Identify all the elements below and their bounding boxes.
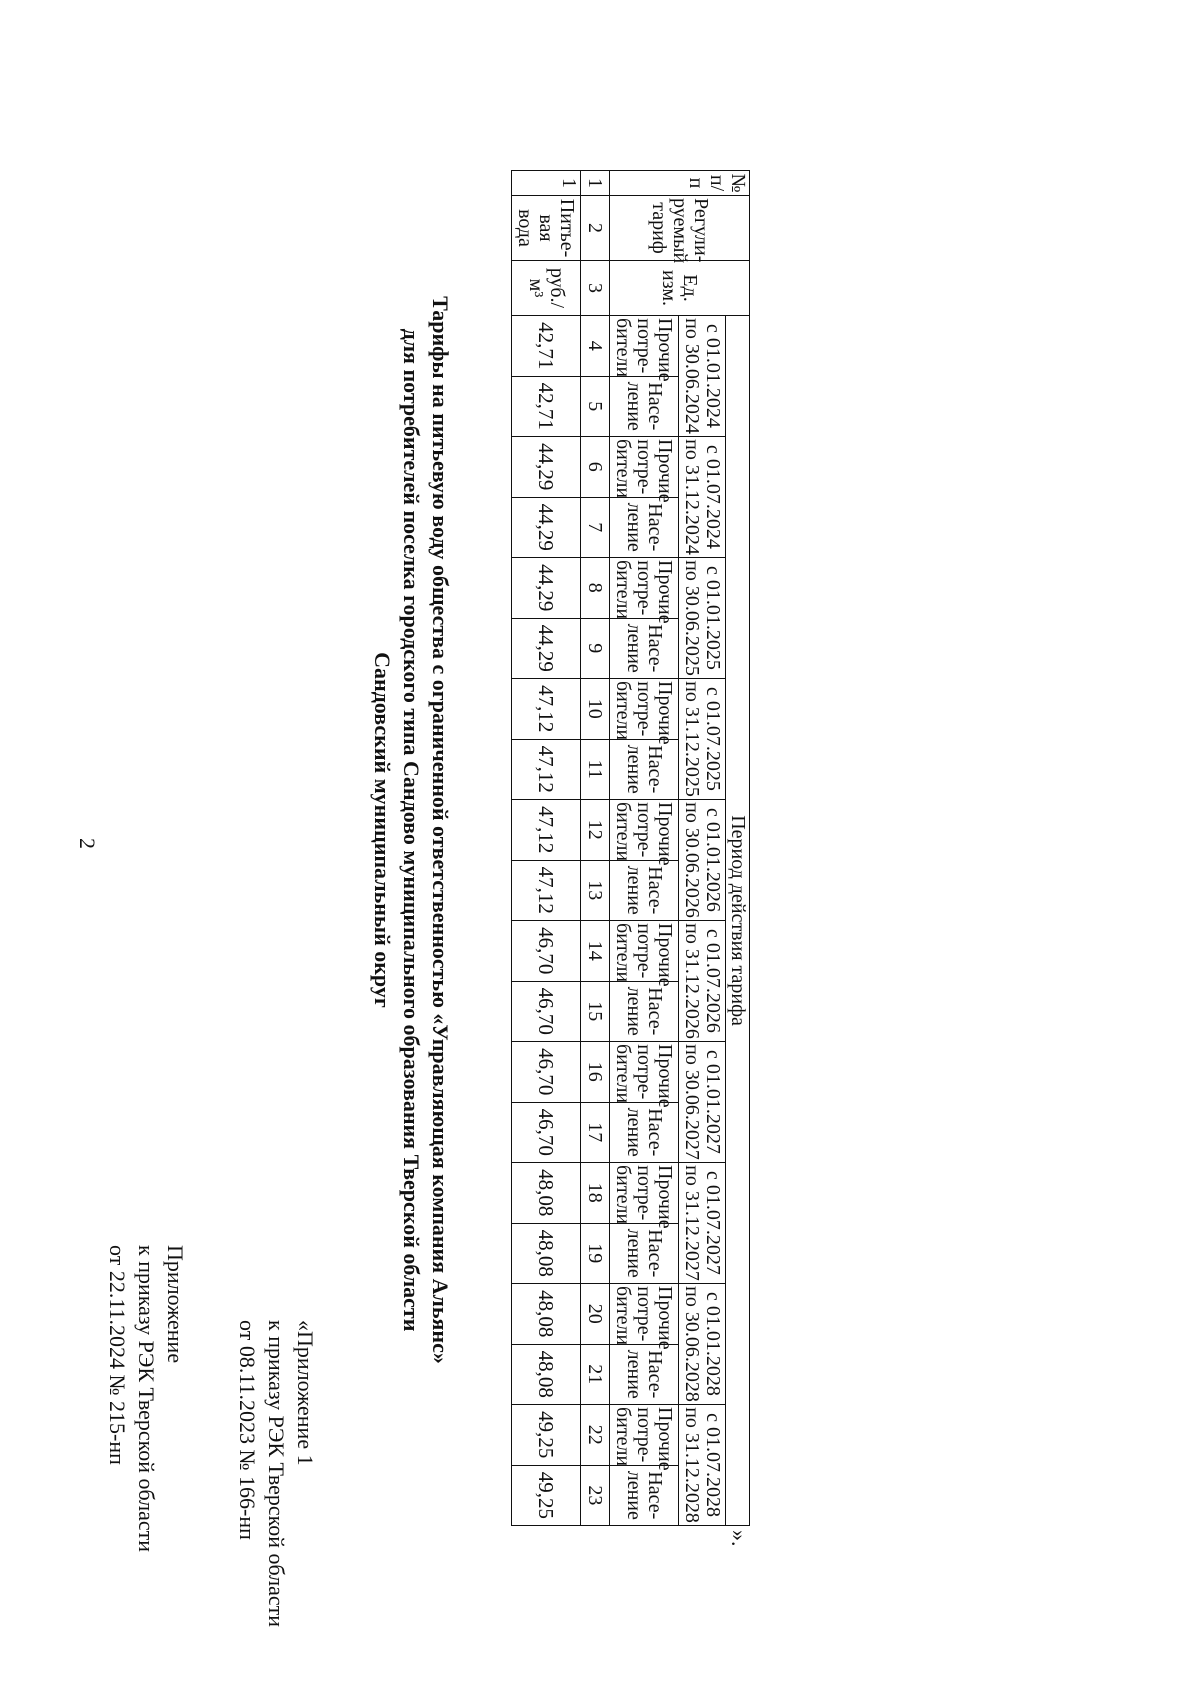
appendix-original-header [233, 1320, 320, 1627]
tariff-value: 46,70 [512, 1042, 581, 1103]
header-tariff: Регули- руемый тариф [610, 196, 750, 261]
tariff-value: 49,25 [512, 1405, 581, 1466]
title-line: для потребителей поселка городского типа Сандово муниципального образования Тверской области [399, 328, 424, 1332]
column-index: 4 [581, 316, 610, 377]
period-header [679, 921, 726, 1042]
tariff-value: 47,12 [512, 739, 581, 800]
column-index: 1 [581, 171, 610, 196]
title-line: Тарифы на питьевую воду общества с ограниченной ответственностью «Управляющая компания Альянс» [428, 296, 453, 1364]
tariff-value: 48,08 [512, 1284, 581, 1345]
tariff-value: 47,12 [512, 860, 581, 921]
tariff-value: 48,08 [512, 1344, 581, 1405]
subheader-population: Насе- ление [610, 618, 679, 679]
subheader-population: Насе- ление [610, 497, 679, 558]
period-header [679, 679, 726, 800]
tariff-value: 44,29 [512, 618, 581, 679]
tariff-value: 46,70 [512, 921, 581, 982]
period-header [679, 1042, 726, 1163]
subheader-population: Насе- ление [610, 981, 679, 1042]
column-index: 14 [581, 921, 610, 982]
subheader-population: Насе- ление [610, 739, 679, 800]
tariff-value: 47,12 [512, 679, 581, 740]
period-from: с 01.01.2028 [702, 1292, 724, 1396]
column-index: 23 [581, 1465, 610, 1526]
column-index: 18 [581, 1163, 610, 1224]
period-to: по 31.12.2027 [681, 1165, 703, 1281]
title-line: Сандовский муниципальный округ [370, 652, 395, 1008]
column-index: 8 [581, 558, 610, 619]
tariff-value: 48,08 [512, 1223, 581, 1284]
tariff-value: 48,08 [512, 1163, 581, 1224]
period-header [679, 1163, 726, 1284]
column-index: 19 [581, 1223, 610, 1284]
appendix-line: к приказу РЭК Тверской области [134, 1245, 159, 1553]
period-to: по 30.06.2024 [681, 318, 703, 434]
column-index: 3 [581, 261, 610, 316]
period-to: по 30.06.2025 [681, 560, 703, 676]
row-tariff-name: Питье- вая вода [512, 196, 581, 261]
period-to: по 30.06.2027 [681, 1044, 703, 1160]
column-index: 17 [581, 1102, 610, 1163]
tariff-value: 42,71 [512, 376, 581, 437]
appendix-line: Приложение [163, 1245, 188, 1364]
subheader-other-consumers: Прочие потре- бители [610, 316, 679, 377]
appendix-line: от 08.11.2023 № 166-нп [235, 1320, 260, 1540]
subheader-other-consumers: Прочие потре- бители [610, 1405, 679, 1466]
subheader-population: Насе- ление [610, 376, 679, 437]
subheader-other-consumers: Прочие потре- бители [610, 1284, 679, 1345]
period-from: с 01.07.2027 [702, 1171, 724, 1275]
appendix-line: от 22.11.2024 № 215-нп [105, 1245, 130, 1465]
subheader-other-consumers: Прочие потре- бители [610, 921, 679, 982]
subheader-population: Насе- ление [610, 1223, 679, 1284]
period-to: по 30.06.2026 [681, 802, 703, 918]
row-unit: руб./м³ [512, 261, 581, 316]
subheader-population: Насе- ление [610, 1102, 679, 1163]
tariff-value: 44,29 [512, 558, 581, 619]
period-header [679, 800, 726, 921]
subheader-population: Насе- ление [610, 1344, 679, 1405]
period-from: с 01.01.2024 [702, 324, 724, 428]
appendix-current-header [103, 1245, 190, 1552]
appendix-line: «Приложение 1 [293, 1320, 318, 1466]
header-unit: Ед. изм. [610, 261, 750, 316]
subheader-other-consumers: Прочие потре- бители [610, 437, 679, 498]
row-num: 1 [512, 171, 581, 196]
column-index: 9 [581, 618, 610, 679]
column-index: 12 [581, 800, 610, 861]
document-title [368, 160, 455, 1500]
period-to: по 31.12.2025 [681, 681, 703, 797]
tariff-value: 44,29 [512, 497, 581, 558]
tariff-value: 46,70 [512, 1102, 581, 1163]
period-from: с 01.07.2025 [702, 687, 724, 791]
period-from: с 01.07.2028 [702, 1413, 724, 1517]
column-index: 10 [581, 679, 610, 740]
column-index: 6 [581, 437, 610, 498]
period-header [679, 1284, 726, 1405]
column-index: 20 [581, 1284, 610, 1345]
period-to: по 31.12.2024 [681, 439, 703, 555]
tariff-value: 47,12 [512, 800, 581, 861]
period-header [679, 1405, 726, 1526]
subheader-population: Насе- ление [610, 860, 679, 921]
header-period: Период действия тарифа [726, 316, 750, 1526]
period-to: по 30.06.2028 [681, 1286, 703, 1402]
subheader-other-consumers: Прочие потре- бители [610, 800, 679, 861]
column-index: 21 [581, 1344, 610, 1405]
period-header [679, 437, 726, 558]
subheader-population: Насе- ление [610, 1465, 679, 1526]
appendix-line: к приказу РЭК Тверской области [264, 1320, 289, 1628]
column-index: 11 [581, 739, 610, 800]
period-from: с 01.01.2026 [702, 808, 724, 912]
subheader-other-consumers: Прочие потре- бители [610, 1163, 679, 1224]
tariff-value: 42,71 [512, 316, 581, 377]
period-header [679, 558, 726, 679]
tariff-value: 46,70 [512, 981, 581, 1042]
column-index: 2 [581, 196, 610, 261]
column-index: 22 [581, 1405, 610, 1466]
period-header [679, 316, 726, 437]
period-to: по 31.12.2026 [681, 923, 703, 1039]
period-from: с 01.07.2024 [702, 445, 724, 549]
column-index: 16 [581, 1042, 610, 1103]
header-num: № п/п [610, 171, 750, 196]
closing-quote: ». [727, 1530, 752, 1547]
period-from: с 01.07.2026 [702, 929, 724, 1033]
subheader-other-consumers: Прочие потре- бители [610, 1042, 679, 1103]
page-number: 2 [75, 838, 100, 849]
period-to: по 31.12.2028 [681, 1407, 703, 1523]
column-index: 5 [581, 376, 610, 437]
tariff-table [511, 170, 750, 1526]
tariff-value: 44,29 [512, 437, 581, 498]
subheader-other-consumers: Прочие потре- бители [610, 558, 679, 619]
subheader-other-consumers: Прочие потре- бители [610, 679, 679, 740]
tariff-value: 49,25 [512, 1465, 581, 1526]
column-index: 7 [581, 497, 610, 558]
period-from: с 01.01.2027 [702, 1050, 724, 1154]
column-index: 15 [581, 981, 610, 1042]
period-from: с 01.01.2025 [702, 566, 724, 670]
column-index: 13 [581, 860, 610, 921]
